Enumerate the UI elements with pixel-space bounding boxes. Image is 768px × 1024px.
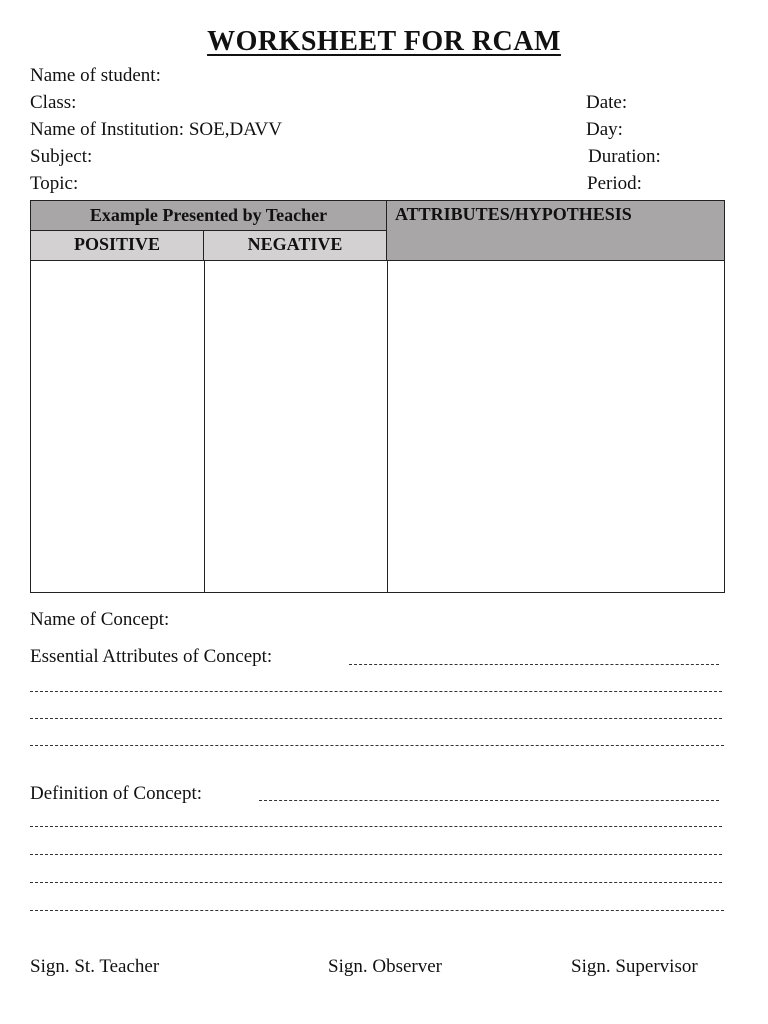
name-of-student-label: Name of student: [30,65,161,86]
essential-line-3 [30,718,722,719]
class-label: Class: [30,92,77,113]
name-of-concept-label: Name of Concept: [30,609,170,630]
worksheet-title-text: WORKSHEET FOR RCAM [207,26,561,57]
definition-line-5 [30,910,724,911]
institution-label: Name of Institution: SOE,DAVV [30,119,282,140]
day-label: Day: [586,119,623,140]
duration-label: Duration: [588,146,661,167]
positive-header: POSITIVE [31,231,204,260]
definition-label: Definition of Concept: [30,783,203,804]
subject-label: Subject: [30,146,93,167]
negative-attributes-divider [387,260,388,592]
definition-line-1 [259,800,719,801]
date-label: Date: [586,92,628,113]
header-divider [31,260,724,261]
observer-signature: Sign. Observer [328,956,442,977]
definition-line-2 [30,826,722,827]
definition-line-3 [30,854,722,855]
topic-label: Topic: [30,173,79,194]
example-header: Example Presented by Teacher [31,201,387,231]
rcam-table [30,200,725,593]
negative-header: NEGATIVE [204,231,387,260]
essential-attributes-label: Essential Attributes of Concept: [30,646,273,667]
definition-line-4 [30,882,722,883]
worksheet-title [0,26,768,58]
attributes-header: ATTRIBUTES/HYPOTHESIS [387,201,724,260]
positive-negative-divider [204,260,205,592]
essential-line-4 [30,745,724,746]
supervisor-signature: Sign. Supervisor [571,956,698,977]
student-teacher-signature: Sign. St. Teacher [30,956,160,977]
period-label: Period: [587,173,642,194]
essential-line-1 [349,664,719,665]
essential-line-2 [30,691,722,692]
